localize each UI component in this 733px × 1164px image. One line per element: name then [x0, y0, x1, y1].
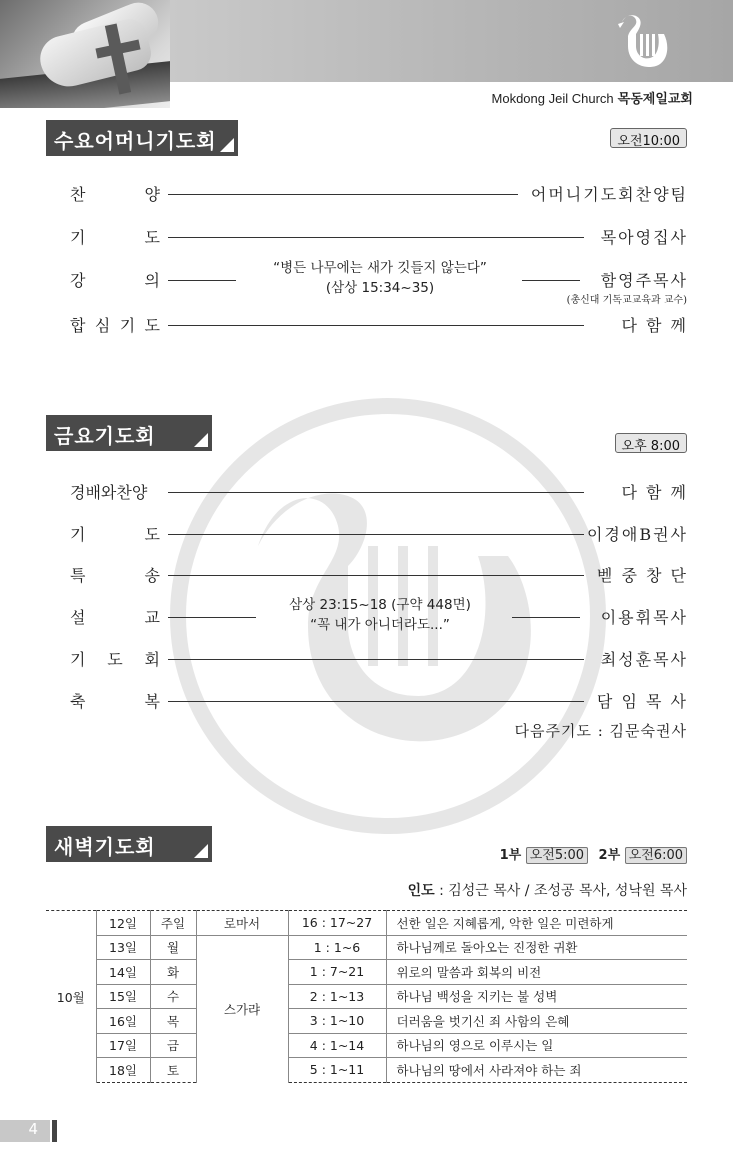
row-assignee: 이경애B권사 [586, 525, 688, 544]
table-row [46, 911, 687, 936]
program-row [70, 647, 688, 671]
row-label-char: 강 [70, 271, 86, 290]
book-cell: 스가랴 [196, 935, 288, 1082]
row-label-char: 송 [144, 566, 160, 585]
row-label-char: 설 [70, 608, 86, 627]
row-label [70, 647, 160, 670]
title-cell: 더러움을 벗기신 죄 사함의 은혜 [386, 1009, 687, 1034]
verse-cell: 1 : 7~21 [288, 960, 386, 985]
row-label [70, 522, 160, 545]
row-label-char: 찬 [70, 185, 86, 204]
dawn-times [500, 844, 687, 863]
row-assignee: 다 함 께 [621, 483, 688, 502]
day-cell: 15일 [96, 984, 150, 1009]
row-label-char: 기 [119, 316, 136, 335]
row-label: 경배와찬양 [70, 483, 148, 502]
church-name-en: Mokdong Jeil Church [491, 91, 614, 106]
month-cell: 10월 [46, 911, 96, 1083]
day-cell: 17일 [96, 1033, 150, 1058]
sermon-text: 삼상 23:15~18 (구약 448면) “꼭 내가 아니더라도...” [289, 597, 471, 633]
row-label-char: 축 [70, 692, 86, 711]
program-row [70, 313, 688, 337]
wednesday-time-badge: 오전10:00 [610, 128, 687, 148]
title-cell: 하나님의 영으로 이루시는 일 [386, 1033, 687, 1058]
row-assignee: 담 임 목 사 [596, 692, 688, 711]
title-cell: 하나님께로 돌아오는 진정한 귀환 [386, 935, 687, 960]
friday-section-title: 금요기도회 [46, 415, 212, 451]
day-cell: 16일 [96, 1009, 150, 1034]
row-label-char: 도 [144, 228, 160, 247]
part1-label: 1부 [499, 848, 522, 863]
verse-cell: 2 : 1~13 [288, 984, 386, 1009]
row-label [70, 182, 160, 205]
verse-cell: 3 : 1~10 [288, 1009, 386, 1034]
row-label-char: 기 [70, 525, 86, 544]
table-row [46, 935, 687, 960]
wednesday-section-title: 수요어머니기도회 [46, 120, 238, 156]
row-assignee: 다 함 께 [621, 316, 688, 335]
part2-label: 2부 [598, 848, 621, 863]
row-label-char: 의 [144, 271, 160, 290]
weekday-cell: 수 [150, 984, 196, 1009]
church-name-ko: 목동제일교회 [617, 91, 693, 106]
dawn-schedule-table [46, 910, 687, 1083]
program-row [70, 563, 688, 587]
weekday-cell: 주일 [150, 911, 196, 936]
row-label [70, 563, 160, 586]
program-row [70, 689, 688, 713]
table-row [46, 960, 687, 985]
row-assignee: 이용휘목사 [600, 608, 688, 627]
program-row [70, 522, 688, 546]
row-label [70, 225, 160, 248]
row-label-char: 도 [144, 316, 160, 335]
title-cell: 하나님의 땅에서 사라져야 하는 죄 [386, 1058, 687, 1083]
program-row [70, 182, 688, 206]
row-label [70, 313, 160, 336]
row-label [70, 689, 160, 712]
row-label-char: 심 [94, 316, 111, 335]
page-number-bar [52, 1120, 57, 1142]
row-label-char: 기 [70, 228, 86, 247]
row-label-char: 복 [144, 692, 160, 711]
row-label-char: 특 [70, 566, 86, 585]
verse-cell: 5 : 1~11 [288, 1058, 386, 1083]
program-row [70, 225, 688, 249]
row-label-char: 기 [70, 650, 86, 669]
program-row [70, 480, 688, 504]
lyre-dove-icon [612, 12, 672, 76]
weekday-cell: 토 [150, 1058, 196, 1083]
dawn-leaders [408, 880, 687, 900]
row-label-char: 합 [70, 316, 86, 335]
day-cell: 12일 [96, 911, 150, 936]
row-label-char: 양 [144, 185, 160, 204]
row-label [70, 268, 160, 291]
table-row [46, 1009, 687, 1034]
verse-cell: 4 : 1~14 [288, 1033, 386, 1058]
speaker-affiliation: (총신대 기독교교육과 교수) [566, 295, 687, 306]
row-assignee: 최성훈목사 [600, 650, 688, 669]
program-row [70, 597, 688, 633]
weekday-cell: 화 [150, 960, 196, 985]
title-cell: 위로의 말씀과 회복의 비전 [386, 960, 687, 985]
church-name [492, 88, 693, 107]
part2-time-badge: 오전6:00 [625, 847, 687, 864]
title-cell: 선한 일은 지혜롭게, 악한 일은 미련하게 [386, 911, 687, 936]
book-cell: 로마서 [196, 911, 288, 936]
table-row [46, 984, 687, 1009]
dawn-section-title: 새벽기도회 [46, 826, 212, 862]
friday-time-badge: 오후 8:00 [615, 433, 687, 453]
verse-cell: 16 : 17~27 [288, 911, 386, 936]
page-number: 4 [0, 1120, 50, 1142]
row-label-char: 교 [144, 608, 160, 627]
row-label-char: 도 [144, 525, 160, 544]
lecture-text: “병든 나무에는 새가 깃들지 않는다” (삼상 15:34~35) [273, 260, 487, 296]
part1-time-badge: 오전5:00 [526, 847, 588, 864]
row-label-char: 회 [144, 650, 160, 669]
header-photo-praying-hands [0, 0, 170, 108]
row-label-char: 도 [107, 650, 123, 669]
weekday-cell: 목 [150, 1009, 196, 1034]
next-week-prayer: 다음주기도 : 김문숙권사 [514, 722, 687, 740]
day-cell: 14일 [96, 960, 150, 985]
verse-cell: 1 : 1~6 [288, 935, 386, 960]
weekday-cell: 금 [150, 1033, 196, 1058]
row-assignee: 목아영집사 [600, 228, 688, 247]
leader-label: 인도 [407, 883, 435, 899]
day-cell: 18일 [96, 1058, 150, 1083]
leader-names: : 김성근 목사 / 조성공 목사, 성낙원 목사 [434, 883, 687, 899]
title-cell: 하나님 백성을 지키는 불 성벽 [386, 984, 687, 1009]
table-row [46, 1033, 687, 1058]
day-cell: 13일 [96, 935, 150, 960]
table-row [46, 1058, 687, 1083]
row-assignee: 벧 중 창 단 [596, 566, 688, 585]
weekday-cell: 월 [150, 935, 196, 960]
row-assignee: 어머니기도회찬양팀 [530, 185, 688, 204]
row-assignee: 함영주목사 [600, 271, 688, 290]
program-row [70, 260, 688, 296]
row-label [70, 605, 160, 628]
